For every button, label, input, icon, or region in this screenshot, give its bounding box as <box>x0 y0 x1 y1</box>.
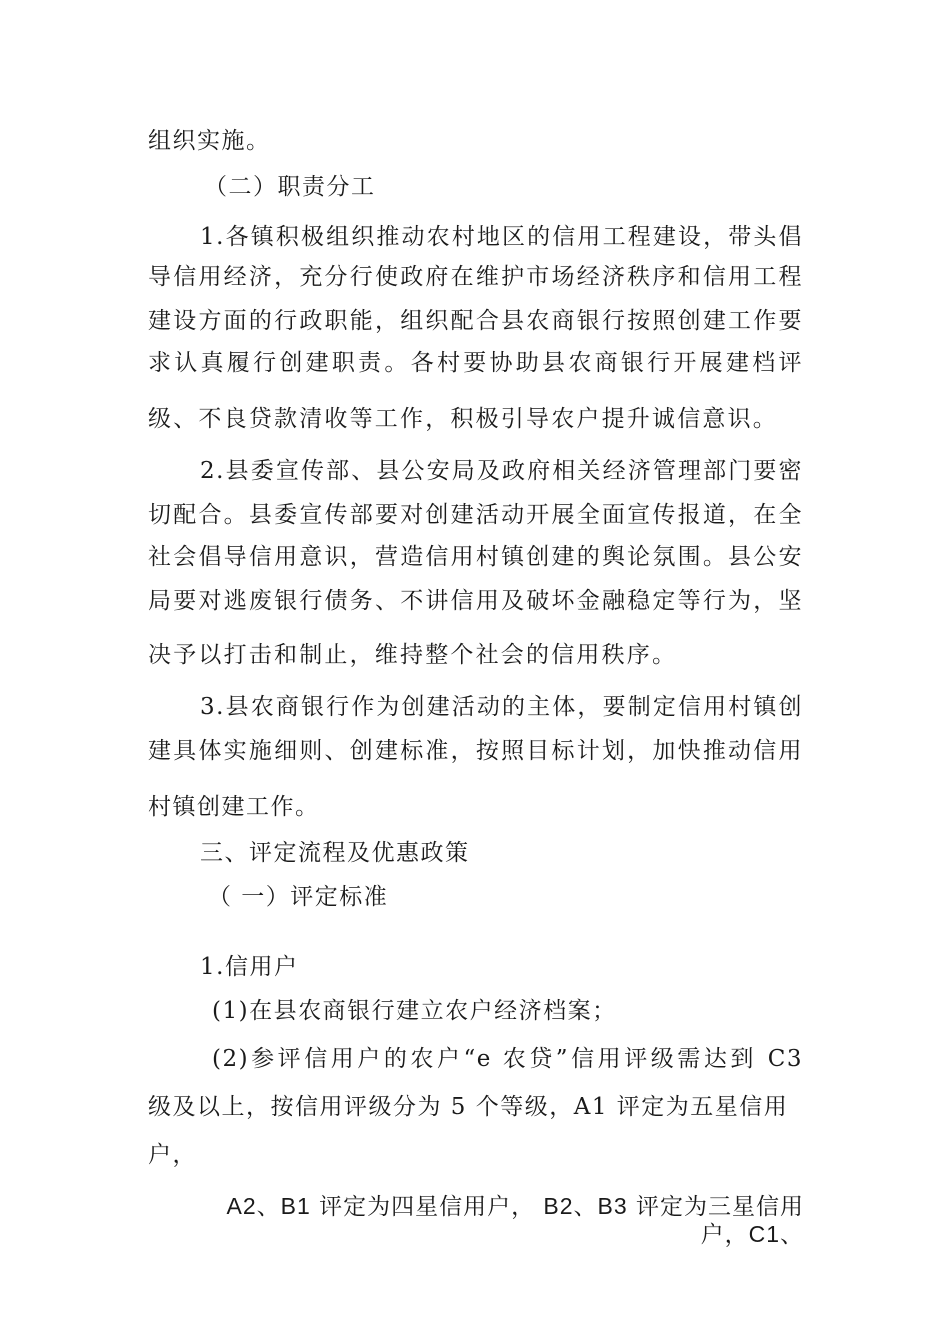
paragraph-line: 社会倡导信用意识，营造信用村镇创建的舆论氛围。县公安 <box>148 544 803 570</box>
subsection-heading: 1.信用户 <box>200 954 299 980</box>
paragraph-line: 村镇创建工作。 <box>148 794 320 820</box>
text-run: 户， <box>700 1222 749 1248</box>
paragraph-line: 局要对逃废银行债务、不讲信用及破坏金融稳定等行为，坚 <box>148 588 803 614</box>
paragraph-line: 2.县委宣传部、县公安局及政府相关经济管理部门要密 <box>200 458 803 484</box>
paragraph-line: 级、不良贷款清收等工作，积极引导农户提升诚信意识。 <box>148 406 778 432</box>
paragraph-line: 求认真履行创建职责。各村要协助县农商银行开展建档评 <box>148 350 803 376</box>
paragraph-line: 户， <box>148 1142 197 1168</box>
paragraph-line <box>701 1220 804 1249</box>
paragraph-line: 1.各镇积极组织推动农村地区的信用工程建设，带头倡 <box>200 224 803 250</box>
section-heading: 三、评定流程及优惠政策 <box>200 840 470 866</box>
paragraph-line: 决予以打击和制止，维持整个社会的信用秩序。 <box>148 642 678 668</box>
paragraph-line: 3.县农商银行作为创建活动的主体，要制定信用村镇创 <box>200 694 803 720</box>
grade-label: C1、 <box>748 1221 804 1247</box>
list-item: (2)参评信用户的农户“e 农贷”信用评级需达到 C3 <box>212 1046 803 1072</box>
paragraph-line: 组织实施。 <box>148 128 271 154</box>
paragraph-line <box>227 1192 804 1221</box>
paragraph-line: 导信用经济，充分行使政府在维护市场经济秩序和信用工程 <box>148 264 803 290</box>
list-item: (1)在县农商银行建立农户经济档案； <box>212 998 617 1024</box>
paragraph-line: 级及以上，按信用评级分为 5 个等级，A1 评定为五星信用 <box>148 1094 789 1120</box>
grade-label: B2、B3 <box>543 1193 628 1219</box>
text-run: 评定为三星信用 <box>627 1194 804 1220</box>
grade-label: A2、B1 <box>226 1193 311 1219</box>
section-heading: （ 一）评定标准 <box>208 884 389 910</box>
paragraph-line: 建设方面的行政职能，组织配合县农商银行按照创建工作要 <box>148 308 803 334</box>
paragraph-line: 切配合。县委宣传部要对创建活动开展全面宣传报道，在全 <box>148 502 803 528</box>
text-run: 评定为四星信用户， <box>310 1194 544 1220</box>
section-heading: （二）职责分工 <box>204 174 376 200</box>
paragraph-line: 建具体实施细则、创建标准，按照目标计划，加快推动信用 <box>148 738 803 764</box>
